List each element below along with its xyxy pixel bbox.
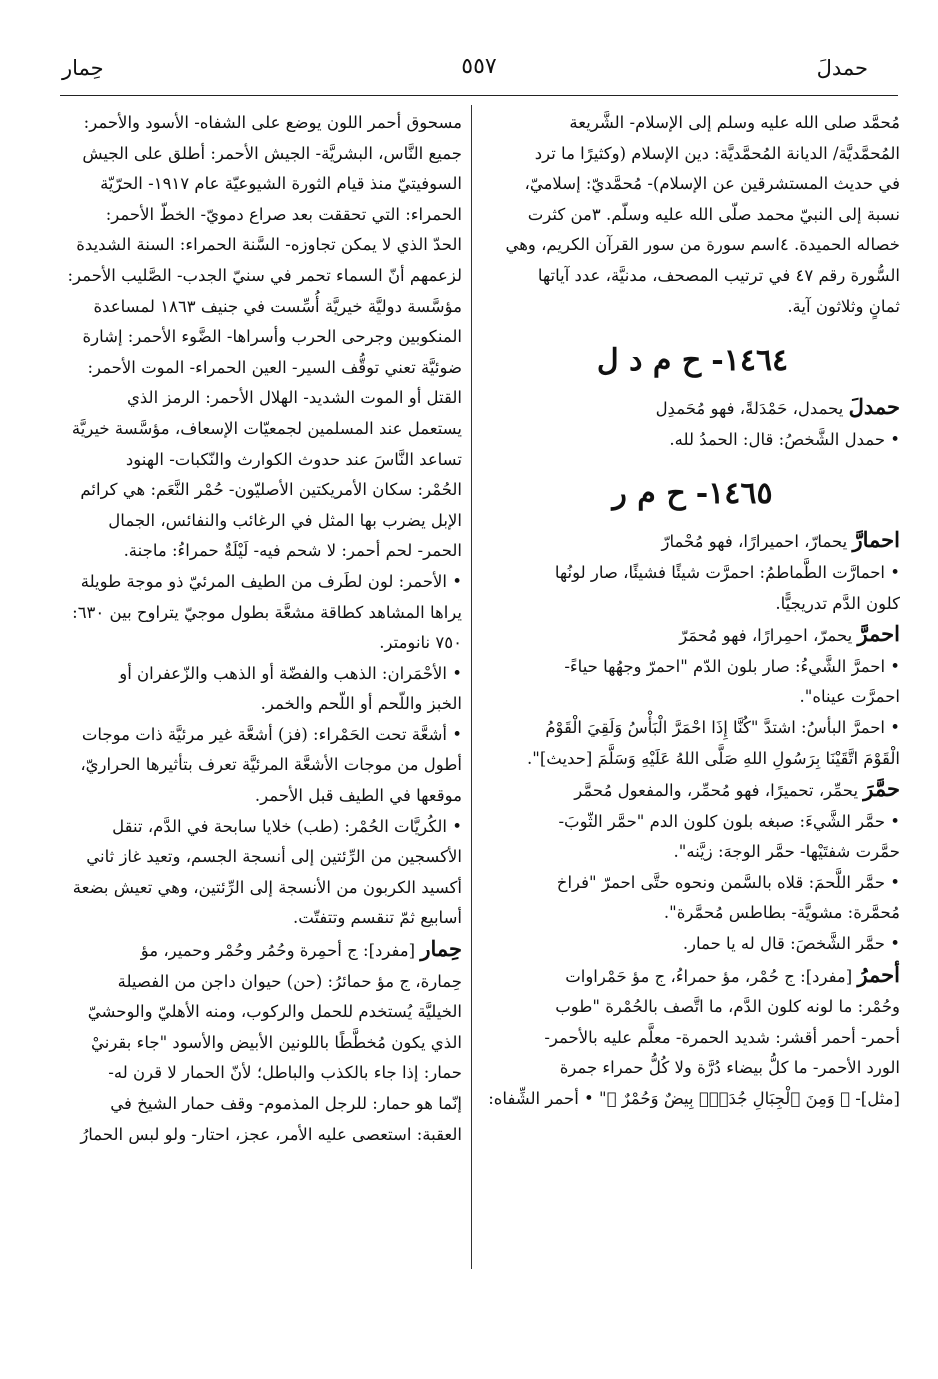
- header-guide-word-last: حِمار: [62, 56, 104, 80]
- intro-line: ثمانٍ وثلاثون آية.: [787, 296, 900, 316]
- headword: احمرَّ: [857, 621, 900, 647]
- definition-line: الإبل يضرب بها المثل في الرغائب والنفائس، الجمال: [108, 510, 462, 530]
- sense-line: • الكُريَّات الحُمْر: (طب) خلايا سابحة في الدَّم، تنقل: [112, 816, 462, 836]
- intro-line: في حديث المستشرقين عن الإسلام)- مُحمَّديّ: إسلاميّ،: [524, 174, 900, 194]
- intro-line: خصاله الحميدة. ٤اسم سورة من سور القرآن الكريم، وهي: [505, 235, 900, 255]
- verb-forms: يحمدل، حَمْدَلةً، فهو مُحَمدِل: [655, 399, 849, 419]
- sense-line: • احمرَّ الشَّيءُ: صار بلون الدّم "احمرّ وجهُها حياءً-: [564, 656, 900, 676]
- intro-line: نسبة إلى النبيّ محمد صلّى الله عليه وسلّم. ٣من كثرت: [527, 204, 900, 224]
- sense-line: أكسيد الكربون من الأنسجة إلى الرِّئتين، وهي تعيش بضعة: [72, 877, 462, 897]
- definition-line: المنكوبين وجرحى الحرب وأسراها- الضَّوء الأحمر: إشارة: [82, 327, 462, 347]
- definition-line: الذي يكون مُخطَّطًا باللونين الأبيض والأسود "جاء بقرنيْ: [90, 1032, 462, 1052]
- column-divider: [471, 105, 472, 1269]
- definition-line: السوفيتيّ منذ قيام الثورة الشيوعيّة عام ١٩١٧- الحرّيّة: [100, 174, 462, 194]
- verb-entry-line: [485, 774, 900, 807]
- definition-line: القتل أو الموت الشديد- الهلال الأحمر: الرمز الذي: [126, 388, 462, 408]
- definition-line: تساعد النَّاسَ عند حدوث الكوارث والنّكبات- الهنود: [125, 449, 462, 469]
- noun-entry-line: [485, 960, 900, 993]
- sense-line: الْقَوْمَ اتَّقَيْنَا بِرَسُولِ اللهِ صَلَّى اللهُ عَلَيْهِ وَسَلَّمَ [حديث]".: [527, 748, 900, 768]
- sense-line: كلون الدَّم تدريجيًّا.: [775, 593, 900, 613]
- page-number: ٥٥٧: [461, 54, 497, 79]
- root-letters: ح م ر: [612, 476, 686, 512]
- root-number: ١٤٦٥-: [695, 476, 773, 512]
- definition-line: مسحوق أحمر اللون يوضع على الشفاه- الأسود والأحمر:: [83, 113, 462, 132]
- definition-line: جميع النَّاس، البشريَّة- الجيش الأحمر: أطلق على الجيش: [82, 143, 462, 163]
- headword: حِمار: [420, 936, 462, 962]
- verb-entry-line: [485, 392, 900, 425]
- definition-line: الورد الأحمر- ما كلُّ بيضاء دُرَّة ولا كُلُّ حمراء جمرة: [559, 1058, 900, 1078]
- definition-line: حِمارة، ج مؤ حمائرُ: (حن) حيوان داجن من الفصيلة: [117, 971, 462, 991]
- definition-line: يستعمل عند المسلمين لجمعيّات الإسعاف، مؤسَّسة خيريَّة: [71, 418, 462, 438]
- definition-line: الحدّ الذي لا يمكن تجاوزه- السَّنة الحمراء: السنة الشديدة: [76, 235, 462, 255]
- sense-line: • أشعَّة تحت الحَمْراء: (فز) أشعَّة غير مرئيَّة ذات موجات: [81, 724, 462, 744]
- sense-line: موقعها في الطيف قبل الأحمر.: [254, 786, 462, 806]
- sense-line: الخبز واللّحم أو اللّحم والخمر.: [260, 694, 462, 714]
- sense-line: الأكسجين من الرِّئتين إلى أنسجة الجسم، وتعيد غاز ثاني: [86, 847, 462, 867]
- definition-line: لزعمهم أنّ السماء تحمر في سنيّ الجدب- الصَّليب الأحمر:: [67, 265, 462, 285]
- intro-line: المُحمَّديَّة/ الديانة المُحمَّديَّة: دين الإسلام (وكثيرًا ما ترد: [534, 143, 900, 163]
- definition-line: الحمر- لحم أحمر: لا شحم فيه- لَيْلَةٌ حمراءُ: ماجنة.: [123, 541, 462, 561]
- definition-line: الحُمْر: سكان الأمريكتين الأصليّون- حُمْر النَّعَم: هي كرائم: [80, 480, 462, 500]
- headword: حمدلَ: [848, 394, 900, 420]
- headword: حمَّرَ: [863, 776, 900, 802]
- sense-line: • حمَّر الشَّيءَ: صبغه بلون كلون الدم "حمَّر الثّوبَ-: [558, 811, 900, 831]
- left-column: [58, 108, 462, 1150]
- definition-line: أحمر- أحمر أقشر: شديد الحمرة- معلَّم عليه بالأحمر-: [544, 1027, 900, 1047]
- verb-entry-line: [485, 619, 900, 652]
- headword: أحمرُ: [857, 961, 900, 987]
- verb-forms: يحمِّر، تحميرًا، فهو مُحمِّر، والمفعول مُحمَّر: [574, 781, 864, 801]
- verb-forms: يحمارّ، احميرارًا، فهو مُحْمارّ: [661, 532, 853, 552]
- root-letters: ح م د ل: [596, 343, 702, 379]
- headword: احمارَّ: [852, 527, 900, 553]
- page-header: [60, 50, 898, 90]
- sense-line: حمَّرت شفتَيْها- حمَّر الوجهَ: زيَّنه".: [673, 842, 900, 862]
- sense-line: احمرَّت عيناه".: [799, 687, 900, 707]
- sense-line: أطول من موجات الأشعَّة المرئيَّة تعرف بتأثيرها الحراريّ،: [80, 755, 462, 775]
- header-rule: [60, 95, 898, 96]
- sense-line: يراها المشاهد كطاقة مشعَّة بطول موجيّ يتراوح بين ٦٣٠:: [72, 602, 462, 622]
- header-guide-word-first: حمدلَ: [816, 56, 868, 80]
- sense-line: أسابيع ثمّ تنقسم وتتفتّت.: [292, 908, 462, 928]
- entry-grammar: [مفرد]: ج حُمْر، مؤ حمراءُ، ج مؤ حَمْراوات: [565, 966, 858, 986]
- intro-line: مُحمَّد صلى الله عليه وسلم إلى الإسلام- الشَّريعة: [569, 113, 900, 132]
- definition-line: حمار: إذا جاء بالكذب والباطل؛ لأنّ الحمار لا قرن له-: [108, 1063, 462, 1083]
- verb-forms: يحمرّ، احمِرارًا، فهو مُحمَرّ: [679, 626, 858, 646]
- definition-line: وحُمْر: ما لونه كلون الدَّم، ما اتَّصف بالحُمْرة "طوب: [555, 997, 900, 1017]
- definition-line: مؤسَّسة دوليَّة خيريَّة أُسِّست في جنيف ١٨٦٣ لمساعدة: [93, 296, 462, 316]
- root-heading: [485, 467, 900, 521]
- sense-line: ٧٥٠ نانومتر.: [379, 633, 462, 653]
- right-column: [485, 108, 900, 1115]
- verb-entry-line: [485, 525, 900, 558]
- noun-entry-line: [58, 934, 462, 967]
- root-number: ١٤٦٤-: [711, 343, 789, 379]
- entry-grammar: [مفرد]: ج أحمِرة وحُمُر وحُمْر وحمير، مؤ: [140, 941, 421, 961]
- sense-line: مُحمَّرة: مشويَّة- بطاطس مُحمَّرة".: [663, 903, 900, 923]
- sense-line: • احمرَّ البأسُ: اشتدَّ "كُنَّا إِذَا احْمَرَّ الْبَأْسُ وَلَقِيَ الْقَوْمُ: [545, 717, 900, 737]
- sense-line: • حمَّر اللَّحمَ: قلاه بالسَّمن ونحوه حتَّى احمرّ "فراخ: [556, 872, 900, 892]
- sense-line: • احمارَّت الطَّماطمُ: احمرَّت شيئًا فشيئًا، صار لونُها: [554, 562, 900, 582]
- definition-line: إنّما هو حمار: للرجل المذموم- وقف حمار الشيخ في: [110, 1094, 462, 1113]
- sense-line: • الأحمر: لون لطَرف من الطيف المرئيّ ذو موجة طويلة: [80, 571, 462, 591]
- sense-line: • حمدل الشَّخصُ: قال: الحمدُ لله.: [669, 429, 900, 449]
- definition-line: [مثل]- ﴿ وَمِنَ ٱلْجِبَالِ جُدَدٌۢ بِيضٌ وَحُمْرٌ ﴾" • أحمر الشِّفاه:: [488, 1089, 900, 1109]
- root-heading: [485, 334, 900, 388]
- definition-line: الخيليَّة يُستخدم للحمل والركوب، ومنه الأهليّ والوحشيّ: [87, 1002, 462, 1022]
- definition-line: العقبة: استعصى عليه الأمر، عجز، احتار- ولو لبس الحمارُ: [80, 1124, 462, 1144]
- sense-line: • حمَّر الشَّخصَ: قال له يا حمار.: [682, 934, 900, 954]
- intro-line: السُّورة رقم ٤٧ في ترتيب المصحف، مدنيَّة، عدد آياتها: [537, 265, 900, 285]
- definition-line: الحمراء: التي تحققت بعد صراع دمويّ- الخطّ الأحمر:: [105, 204, 462, 224]
- definition-line: ضوئيَّة تعني توقُّف السير- العين الحمراء- الموت الأحمر:: [87, 357, 462, 377]
- sense-line: • الأحْمَران: الذهب والفضّة أو الذهب والزّعفران أو: [119, 663, 462, 683]
